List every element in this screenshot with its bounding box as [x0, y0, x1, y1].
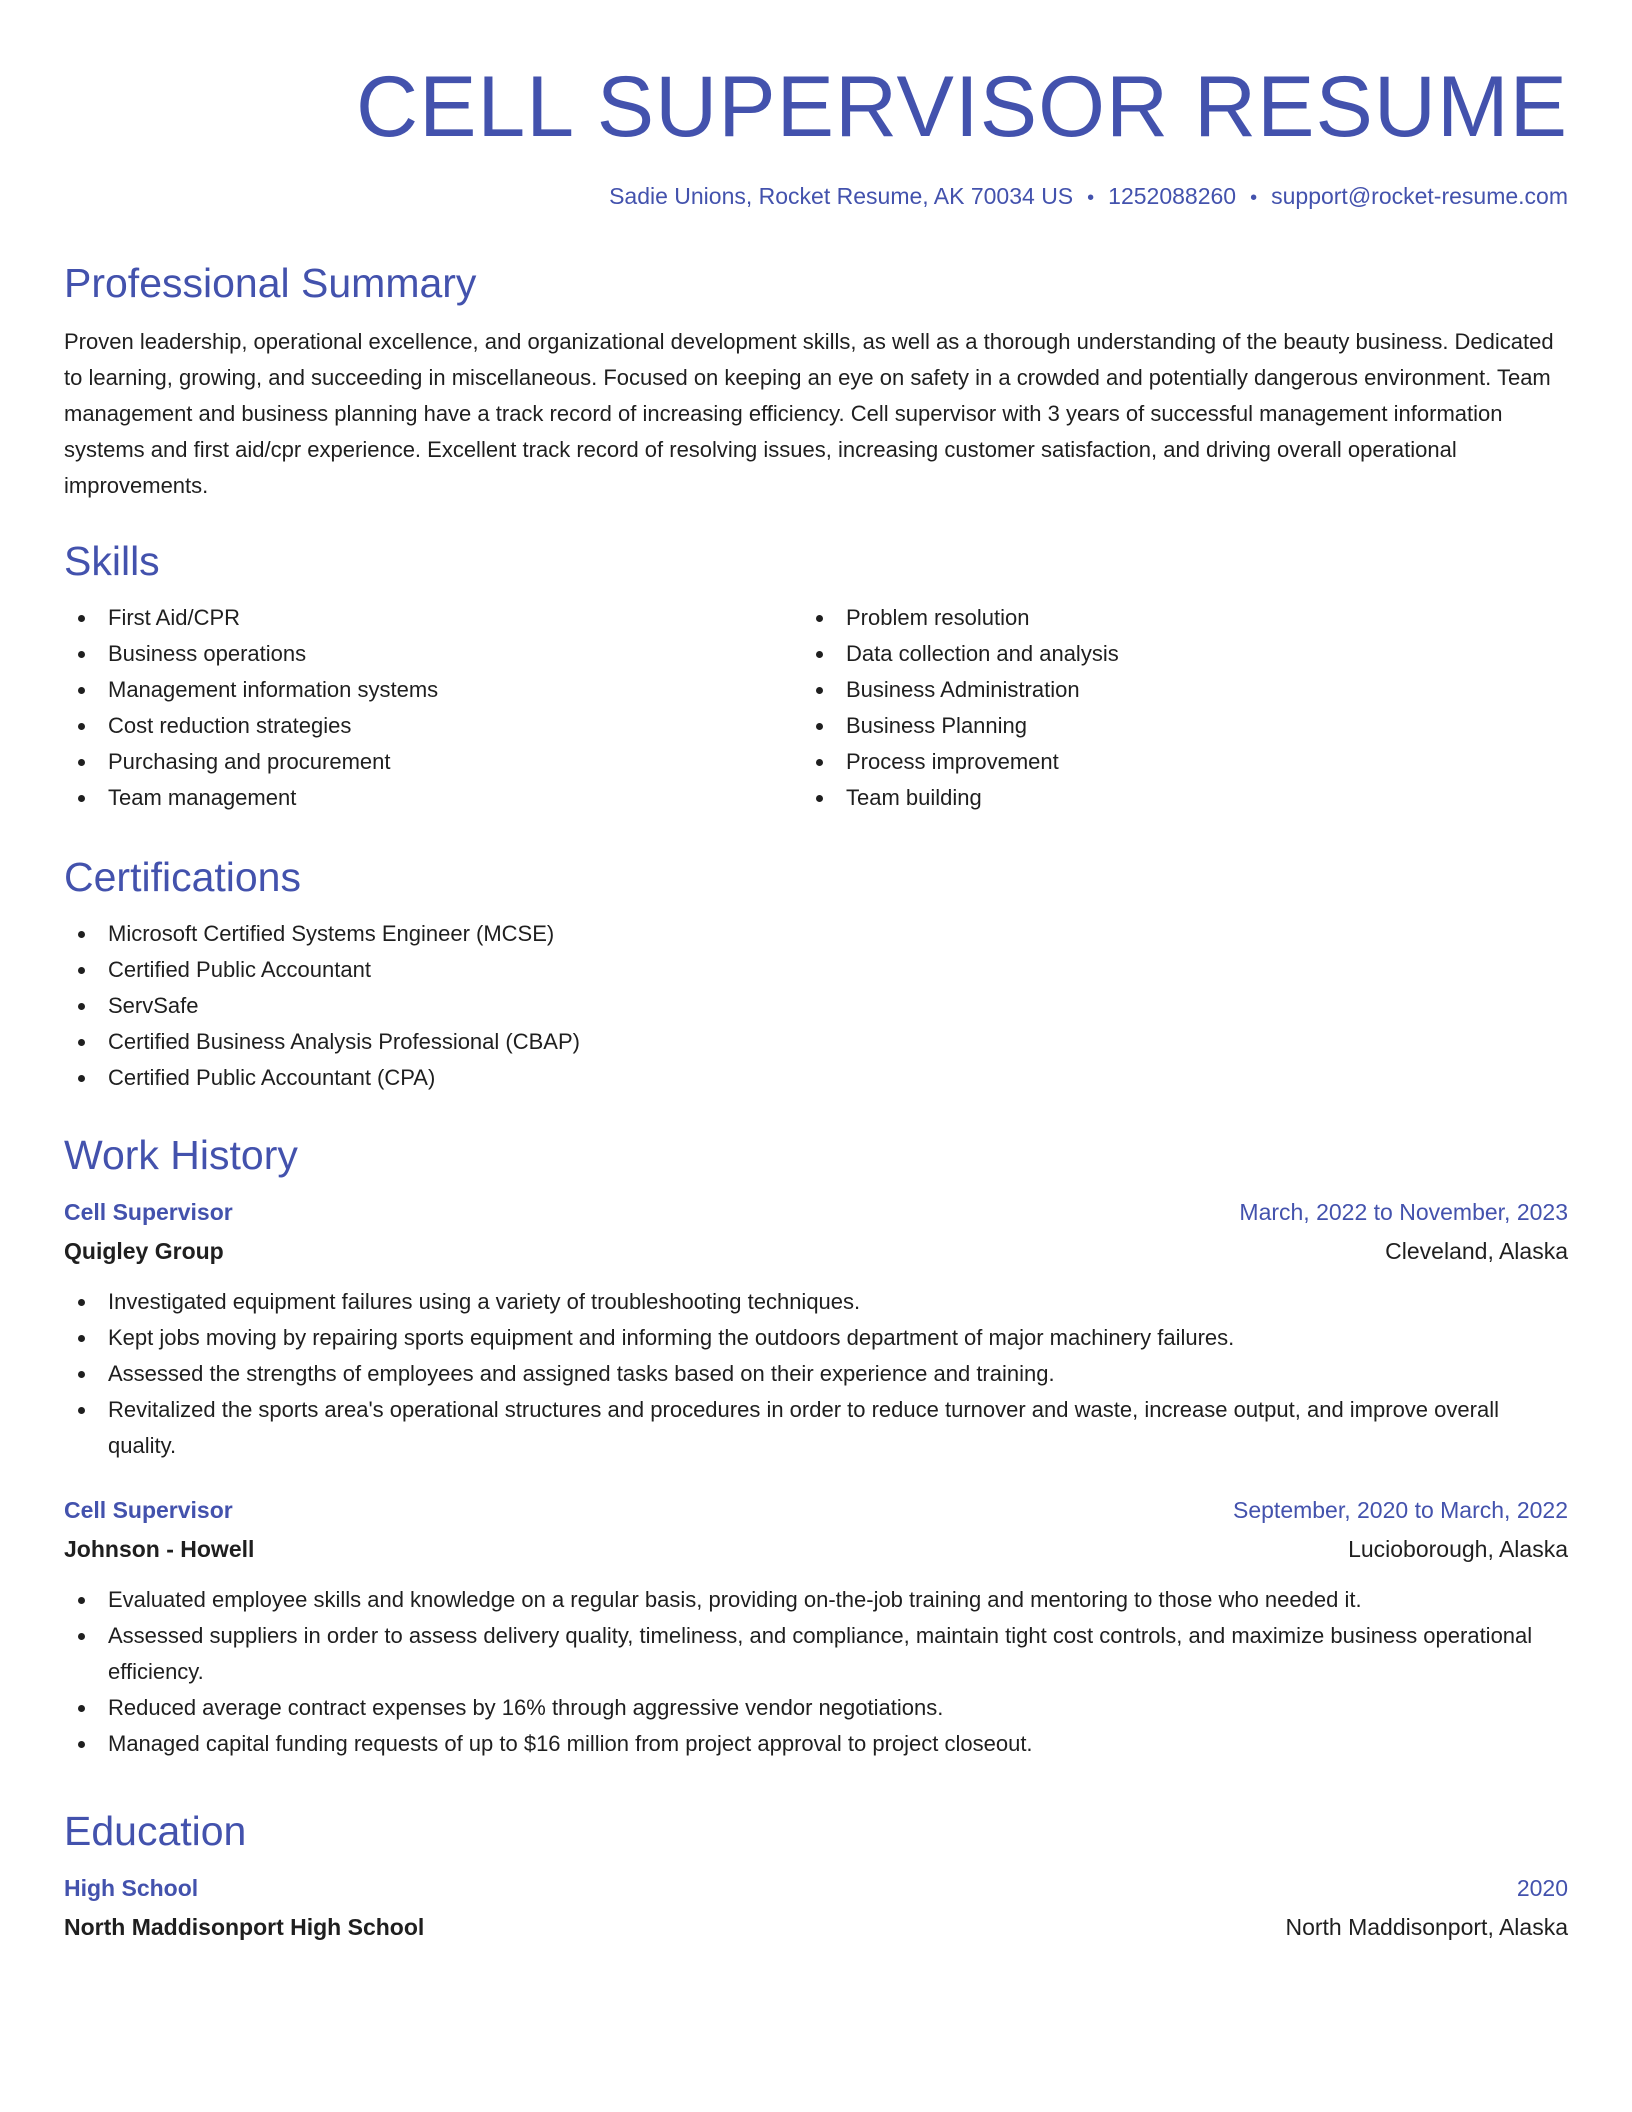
- job-location: Lucioborough, Alaska: [1348, 1536, 1568, 1562]
- job-duty-item: Kept jobs moving by repairing sports equipment and informing the outdoors department of major machinery failures.: [64, 1320, 1568, 1356]
- certifications-list: [64, 916, 1568, 1096]
- bullet-icon: [78, 1299, 85, 1306]
- certification-item: Certified Public Accountant (CPA): [64, 1060, 1568, 1096]
- bullet-icon: [816, 615, 823, 622]
- job-entry: [64, 1490, 1568, 1762]
- bullet-icon: [78, 1075, 85, 1082]
- contact-email: support@rocket-resume.com: [1271, 183, 1568, 209]
- degree-name: High School: [64, 1875, 199, 1901]
- skill-item: Management information systems: [64, 672, 802, 708]
- bullet-icon: [78, 967, 85, 974]
- contact-phone: 1252088260: [1108, 183, 1237, 209]
- bullet-icon: [78, 795, 85, 802]
- job-duty-item: Reduced average contract expenses by 16% through aggressive vendor negotiations.: [64, 1690, 1568, 1726]
- bullet-icon: [78, 1741, 85, 1748]
- skill-item: First Aid/CPR: [64, 600, 802, 636]
- bullet-icon: [78, 1597, 85, 1604]
- bullet-icon: [78, 651, 85, 658]
- skill-item: Data collection and analysis: [802, 636, 1540, 672]
- skill-item: Purchasing and procurement: [64, 744, 802, 780]
- job-entry: [64, 1192, 1568, 1464]
- education-heading: Education: [64, 1808, 247, 1854]
- job-dates: September, 2020 to March, 2022: [1233, 1497, 1568, 1523]
- bullet-icon: [816, 759, 823, 766]
- bullet-icon: [816, 687, 823, 694]
- bullet-icon: [78, 723, 85, 730]
- skills-section: [64, 536, 1568, 816]
- bullet-icon: [78, 759, 85, 766]
- bullet-icon: [78, 931, 85, 938]
- work-history-heading: Work History: [64, 1132, 298, 1178]
- skills-list-right: [802, 600, 1540, 816]
- certification-item: Microsoft Certified Systems Engineer (MCSE): [64, 916, 1568, 952]
- contact-separator: •: [1087, 187, 1095, 209]
- skill-item: Business operations: [64, 636, 802, 672]
- certifications-heading: Certifications: [64, 854, 301, 900]
- job-location: Cleveland, Alaska: [1385, 1238, 1568, 1264]
- bullet-icon: [78, 615, 85, 622]
- resume-title: CELL SUPERVISOR RESUME: [355, 59, 1568, 155]
- education-section: [64, 1806, 1568, 1946]
- bullet-icon: [78, 1705, 85, 1712]
- skill-item: Process improvement: [802, 744, 1540, 780]
- summary-section: [64, 258, 1568, 504]
- contact-address: Sadie Unions, Rocket Resume, AK 70034 US: [609, 183, 1074, 209]
- graduation-year: 2020: [1516, 1875, 1568, 1901]
- bullet-icon: [816, 723, 823, 730]
- skill-item: Team building: [802, 780, 1540, 816]
- bullet-icon: [78, 1039, 85, 1046]
- bullet-icon: [78, 1003, 85, 1010]
- skill-item: Business Planning: [802, 708, 1540, 744]
- bullet-icon: [78, 687, 85, 694]
- skill-item: Problem resolution: [802, 600, 1540, 636]
- work-history-section: [64, 1130, 1568, 1762]
- certification-item: Certified Business Analysis Professional (CBAP): [64, 1024, 1568, 1060]
- skill-item: Cost reduction strategies: [64, 708, 802, 744]
- job-title: Cell Supervisor: [64, 1497, 233, 1523]
- job-title: Cell Supervisor: [64, 1199, 233, 1225]
- school-location: North Maddisonport, Alaska: [1285, 1914, 1568, 1940]
- contact-separator: •: [1250, 187, 1258, 209]
- job-duty-item: Revitalized the sports area's operational structures and procedures in order to reduce turnover and waste, increase output, and improve overall quality.: [64, 1392, 1568, 1464]
- school-name: North Maddisonport High School: [64, 1914, 425, 1940]
- summary-text: Proven leadership, operational excellence, and organizational development skills, as well as a thorough understanding of the beauty business. Dedicated to learning, growing, and succeeding in miscellaneous. Focused on keeping an eye on safety in a crowded and potentially dangerous environment. Team management and business planning have a track record of increasing efficiency. Cell supervisor with 3 years of successful management information systems and first aid/cpr experience. Excellent track record of resolving issues, increasing customer satisfaction, and driving overall operational improvements.: [64, 329, 1554, 498]
- skills-grid: [64, 600, 1568, 816]
- job-duty-item: Assessed the strengths of employees and assigned tasks based on their experience and training.: [64, 1356, 1568, 1392]
- job-duty-item: Investigated equipment failures using a variety of troubleshooting techniques.: [64, 1284, 1568, 1320]
- summary-heading: Professional Summary: [64, 260, 477, 306]
- job-dates: March, 2022 to November, 2023: [1239, 1199, 1568, 1225]
- skills-list-left: [64, 600, 802, 816]
- certifications-section: [64, 852, 1568, 1096]
- skill-item: Business Administration: [802, 672, 1540, 708]
- company-name: Quigley Group: [64, 1238, 224, 1264]
- certification-item: ServSafe: [64, 988, 1568, 1024]
- contact-line: [609, 180, 1568, 214]
- job-duties-list: [64, 1582, 1568, 1762]
- bullet-icon: [78, 1371, 85, 1378]
- skills-heading: Skills: [64, 538, 160, 584]
- job-duties-list: [64, 1284, 1568, 1464]
- job-duty-item: Evaluated employee skills and knowledge on a regular basis, providing on-the-job training and mentoring to those who needed it.: [64, 1582, 1568, 1618]
- bullet-icon: [78, 1633, 85, 1640]
- company-name: Johnson - Howell: [64, 1536, 255, 1562]
- bullet-icon: [78, 1407, 85, 1414]
- bullet-icon: [816, 651, 823, 658]
- skill-item: Team management: [64, 780, 802, 816]
- bullet-icon: [78, 1335, 85, 1342]
- job-duty-item: Managed capital funding requests of up to $16 million from project approval to project closeout.: [64, 1726, 1568, 1762]
- certification-item: Certified Public Accountant: [64, 952, 1568, 988]
- job-duty-item: Assessed suppliers in order to assess delivery quality, timeliness, and compliance, maintain tight cost controls, and maximize business operational efficiency.: [64, 1618, 1568, 1690]
- bullet-icon: [816, 795, 823, 802]
